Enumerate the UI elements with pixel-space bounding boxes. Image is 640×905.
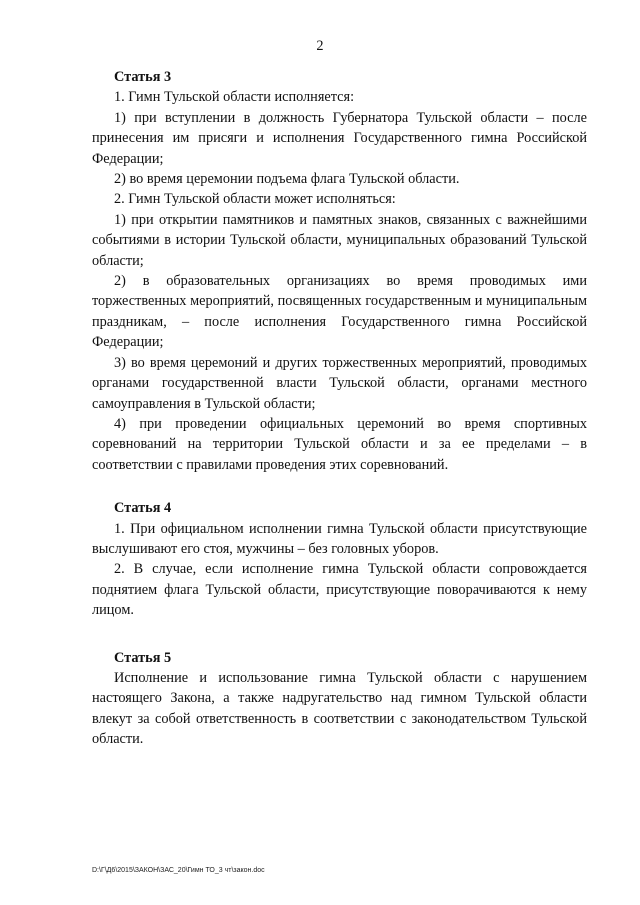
article-3 [92,67,587,475]
document-body [92,67,587,750]
paragraph: 2) во время церемонии подъема флага Тульской области. [114,171,460,188]
paragraph: 1. Гимн Тульской области исполняется: [114,89,355,106]
section-spacer [92,475,587,498]
article-4 [92,498,587,620]
page-number: 2 [316,38,324,54]
paragraph: 1) при открытии памятников и памятных знаков, связанных с важнейшими событиями в истории Тульской области, муниципальных образований Тульской области; [92,211,587,269]
paragraph: 2. В случае, если исполнение гимна Тульской области сопровождается поднятием флага Тульской области, присутствующие поворачиваются к нему лицом. [92,561,587,619]
section-spacer [92,621,587,648]
paragraph: 1) при вступлении в должность Губернатора Тульской области – после принесения им присяги и исполнения Государственного гимна Российской Федерации; [92,109,587,167]
paragraph: 2) в образовательных организациях во время проводимых ими торжественных мероприятий, посвященных государственным и муниципальным праздникам, – после исполнения Государственного гимна Российской Федерации; [92,273,587,351]
paragraph: 3) во время церемоний и других торжественных мероприятий, проводимых органами государственной власти Тульской области, органами местного самоуправления в Тульской области; [92,354,587,412]
article-heading: Статья 3 [114,69,172,85]
file-path-footer: D:\Г\Д6\2015\ЗАКОН\ЗАС_20\Гимн ТО_3 чт\закон.doc [92,867,265,874]
article-5 [92,648,587,750]
paragraph: Исполнение и использование гимна Тульской области с нарушением настоящего Закона, а также надругательство над гимном Тульской области влекут за собой ответственность в соответствии с законодательством Тульской области. [92,669,587,748]
paragraph: 1. При официальном исполнении гимна Тульской области присутствующие выслушивают его стоя, мужчины – без головных уборов. [92,520,587,557]
article-heading: Статья 4 [114,500,172,517]
article-heading: Статья 5 [114,649,172,666]
paragraph: 4) при проведении официальных церемоний во время спортивных соревнований на территории Тульской области и за ее пределами – в соответствии с правилами проведения этих соревнований. [92,415,587,473]
paragraph: 2. Гимн Тульской области может исполняться: [114,191,396,208]
